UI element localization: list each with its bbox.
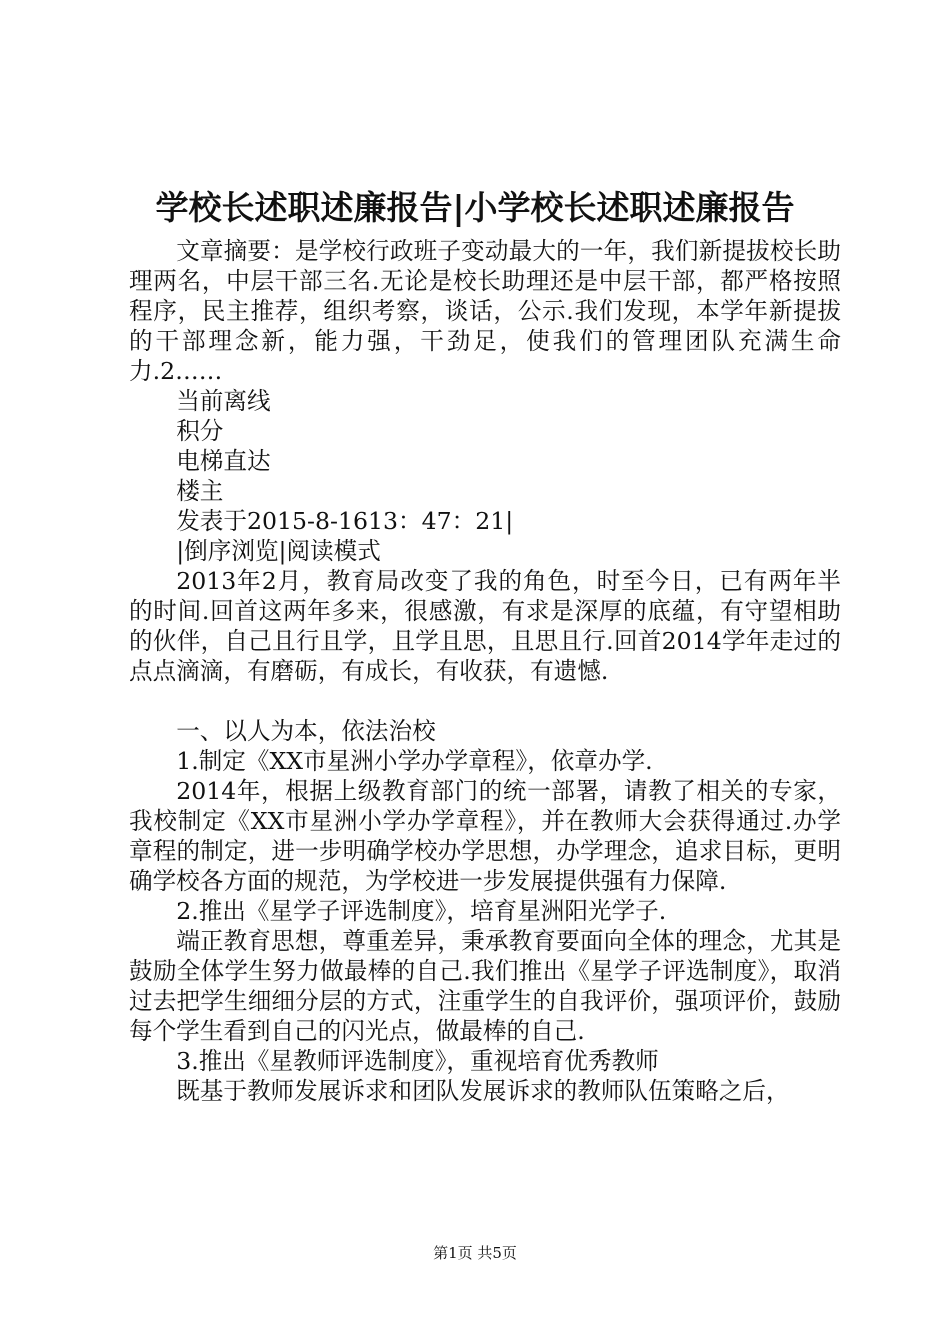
subheading-1: 1.制定《XX市星洲小学办学章程》，依章办学. <box>176 747 653 775</box>
body-paragraph-3: 既基于教师发展诉求和团队发展诉求的教师队伍策略之后， <box>176 1077 790 1105</box>
status-offline: 当前离线 <box>176 387 271 415</box>
subheading-3: 3.推出《星教师评选制度》，重视培育优秀教师 <box>176 1047 659 1075</box>
post-timestamp: 发表于2015-8-1613：47：21| <box>176 507 514 535</box>
intro-paragraph: 2013年2月，教育局改变了我的角色，时至今日，已有两年半的时间.回首这两年多来，很感激，有求是深厚的底蕴，有守望相助的伙伴，自己且行且学，且学且思，且思且行.回首2014学年走过的点点滴滴，有磨砺，有成长，有收获，有遗憾. <box>129 567 841 685</box>
section-heading-1: 一、以人为本，依法治校 <box>176 717 436 745</box>
points-label: 积分 <box>176 417 224 445</box>
document-title: 学校长述职述廉报告|小学校长述职述廉报告 <box>155 188 795 227</box>
floor-owner-label: 楼主 <box>176 477 224 505</box>
document-body <box>129 236 841 1106</box>
body-paragraph-1: 2014年，根据上级教育部门的统一部署，请教了相关的专家，我校制定《XX市星洲小学办学章程》，并在教师大会获得通过.办学章程的制定，进一步明确学校办学思想，办学理念，追求目标，更明确学校各方面的规范，为学校进一步发展提供强有力保障. <box>129 777 841 895</box>
subheading-2: 2.推出《星学子评选制度》，培育星洲阳光学子. <box>176 897 667 925</box>
abstract-paragraph: 文章摘要：是学校行政班子变动最大的一年，我们新提拔校长助理两名，中层干部三名.无论是校长助理还是中层干部，都严格按照程序，民主推荐，组织考察，谈话，公示.我们发现，本学年新提拔的干部理念新，能力强，干劲足，使我们的管理团队充满生命力.2…… <box>129 237 841 385</box>
page-footer: 第1页 共5页 <box>433 1244 517 1262</box>
view-mode-links: |倒序浏览|阅读模式 <box>176 537 381 565</box>
elevator-link: 电梯直达 <box>176 447 271 475</box>
body-paragraph-2: 端正教育思想，尊重差异，秉承教育要面向全体的理念，尤其是鼓励全体学生努力做最棒的自己.我们推出《星学子评选制度》，取消过去把学生细细分层的方式，注重学生的自我评价，强项评价，鼓励每个学生看到自己的闪光点，做最棒的自己. <box>129 927 841 1045</box>
